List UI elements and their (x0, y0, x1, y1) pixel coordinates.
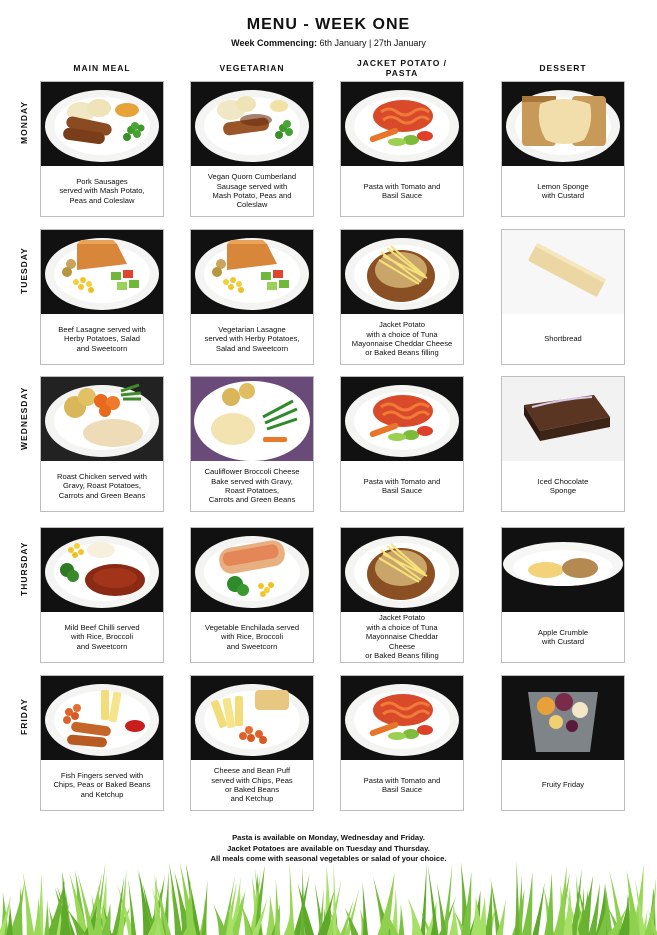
menu-item-tuesday-main-meal (40, 229, 164, 365)
menu-item-friday-dessert (501, 675, 625, 811)
menu-item-text: Pork Sausages served with Mash Potato, Peas and Coleslaw (59, 176, 145, 205)
menu-item-text: Jacket Potato with a choice of Tuna Mayonnaise Cheddar Cheese or Baked Beans filling (351, 320, 453, 358)
enchilada-photo (191, 528, 313, 612)
menu-item-text: Mild Beef Chilli served with Rice, Broccoli and Sweetcorn (64, 622, 140, 651)
day-label-tuesday: TUESDAY (19, 247, 29, 295)
menu-item-caption (341, 760, 463, 810)
fish-fingers-photo (41, 676, 163, 760)
lemon-sponge-photo (502, 82, 624, 166)
menu-item-monday-vegetarian (190, 81, 314, 217)
menu-item-thursday-vegetarian (190, 527, 314, 663)
menu-item-monday-dessert (501, 81, 625, 217)
menu-item-wednesday-vegetarian (190, 376, 314, 512)
menu-item-caption (191, 612, 313, 662)
menu-item-text: Roast Chicken served with Gravy, Roast Potatoes, Carrots and Green Beans (57, 471, 147, 500)
menu-item-caption (191, 314, 313, 364)
sausages-photo (41, 82, 163, 166)
day-label-friday: FRIDAY (19, 698, 29, 736)
menu-item-monday-main-meal (40, 81, 164, 217)
menu-item-text: Pasta with Tomato and Basil Sauce (363, 476, 441, 495)
menu-item-text: Vegan Quorn Cumberland Sausage served with Mash Potato, Peas and Coleslaw (207, 172, 297, 210)
lasagne-photo (191, 230, 313, 314)
menu-item-text: Pasta with Tomato and Basil Sauce (363, 775, 441, 794)
menu-item-text: Fruity Friday (541, 780, 585, 790)
menu-item-text: Apple Crumble with Custard (537, 627, 589, 646)
menu-item-caption (41, 760, 163, 810)
menu-item-text: Cheese and Bean Puff served with Chips, Peas or Baked Beans and Ketchup (211, 766, 293, 804)
menu-item-text: Shortbread (544, 334, 582, 344)
day-label-monday: MONDAY (19, 101, 29, 145)
menu-item-thursday-main-meal (40, 527, 164, 663)
pasta-photo (341, 82, 463, 166)
menu-item-text: Iced Chocolate Sponge (537, 476, 589, 495)
pasta-photo (341, 377, 463, 461)
pasta-photo (341, 676, 463, 760)
menu-item-text: Cauliflower Broccoli Cheese Bake served with Gravy, Roast Potatoes, Carrots and Green Beans (204, 467, 300, 505)
menu-item-friday-main-meal (40, 675, 164, 811)
menu-item-tuesday-jacket-potato-pasta (340, 229, 464, 365)
menu-item-wednesday-jacket-potato-pasta (340, 376, 464, 512)
footer-note: All meals come with seasonal vegetables or salad of your choice. (210, 854, 447, 863)
day-label-thursday: THURSDAY (19, 541, 29, 597)
fruit-pot-photo (502, 676, 624, 760)
menu-item-caption (41, 612, 163, 662)
apple-crumble-photo (502, 528, 624, 612)
menu-item-monday-jacket-potato-pasta (340, 81, 464, 217)
menu-item-caption (502, 760, 624, 810)
menu-item-caption (341, 314, 463, 364)
page-title: MENU - WEEK ONE (246, 16, 411, 33)
menu-item-text: Lemon Sponge with Custard (537, 181, 589, 200)
vegan-sausage-photo (191, 82, 313, 166)
menu-item-caption (41, 166, 163, 216)
lasagne-photo (41, 230, 163, 314)
menu-item-thursday-jacket-potato-pasta (340, 527, 464, 663)
menu-item-text: Pasta with Tomato and Basil Sauce (363, 181, 441, 200)
footer-note: Jacket Potatoes are available on Tuesday and Thursday. (227, 843, 430, 853)
menu-item-text: Beef Lasagne served with Herby Potatoes, Salad and Sweetcorn (58, 324, 146, 353)
menu-item-caption (191, 760, 313, 810)
cauliflower-bake-photo (191, 377, 313, 461)
menu-item-text: Jacket Potato with a choice of Tuna Mayonnaise Cheddar Cheese or Baked Beans filling (365, 613, 439, 661)
week-label: Week Commencing: (231, 38, 317, 48)
menu-item-caption (341, 166, 463, 216)
week-dates: 6th January | 27th January (319, 38, 426, 48)
menu-item-caption (41, 314, 163, 364)
jacket-potato-photo (341, 528, 463, 612)
roast-chicken-photo (41, 377, 163, 461)
column-header-vegetarian: VEGETARIAN (219, 63, 285, 73)
grass-decoration (0, 858, 657, 935)
jacket-potato-photo (341, 230, 463, 314)
week-commencing (0, 38, 657, 48)
cheese-bean-puff-photo (191, 676, 313, 760)
menu-item-tuesday-dessert (501, 229, 625, 365)
menu-item-caption (191, 166, 313, 216)
menu-item-caption (502, 166, 624, 216)
menu-item-caption (502, 612, 624, 662)
menu-item-text: Vegetable Enchilada served with Rice, Broccoli and Sweetcorn (204, 622, 300, 651)
menu-item-tuesday-vegetarian (190, 229, 314, 365)
menu-item-friday-vegetarian (190, 675, 314, 811)
column-header-main-meal: MAIN MEAL (73, 63, 131, 73)
column-header-dessert: DESSERT (539, 63, 587, 73)
menu-item-wednesday-main-meal (40, 376, 164, 512)
menu-item-text: Vegetarian Lasagne served with Herby Potatoes, Salad and Sweetcorn (204, 324, 300, 353)
menu-item-caption (502, 314, 624, 364)
menu-item-caption (191, 461, 313, 511)
menu-item-caption (41, 461, 163, 511)
footer-note: Pasta is available on Monday, Wednesday and Friday. (232, 833, 425, 842)
menu-item-caption (341, 612, 463, 662)
menu-item-text: Fish Fingers served with Chips, Peas or Baked Beans and Ketchup (53, 770, 151, 799)
menu-item-friday-jacket-potato-pasta (340, 675, 464, 811)
menu-item-wednesday-dessert (501, 376, 625, 512)
shortbread-photo (502, 230, 624, 314)
day-label-wednesday: WEDNESDAY (19, 386, 29, 450)
menu-item-caption (502, 461, 624, 511)
beef-chilli-photo (41, 528, 163, 612)
iced-sponge-photo (502, 377, 624, 461)
column-header-jacket-potato-pasta: JACKET POTATO / PASTA (356, 58, 448, 78)
menu-item-caption (341, 461, 463, 511)
menu-item-thursday-dessert (501, 527, 625, 663)
